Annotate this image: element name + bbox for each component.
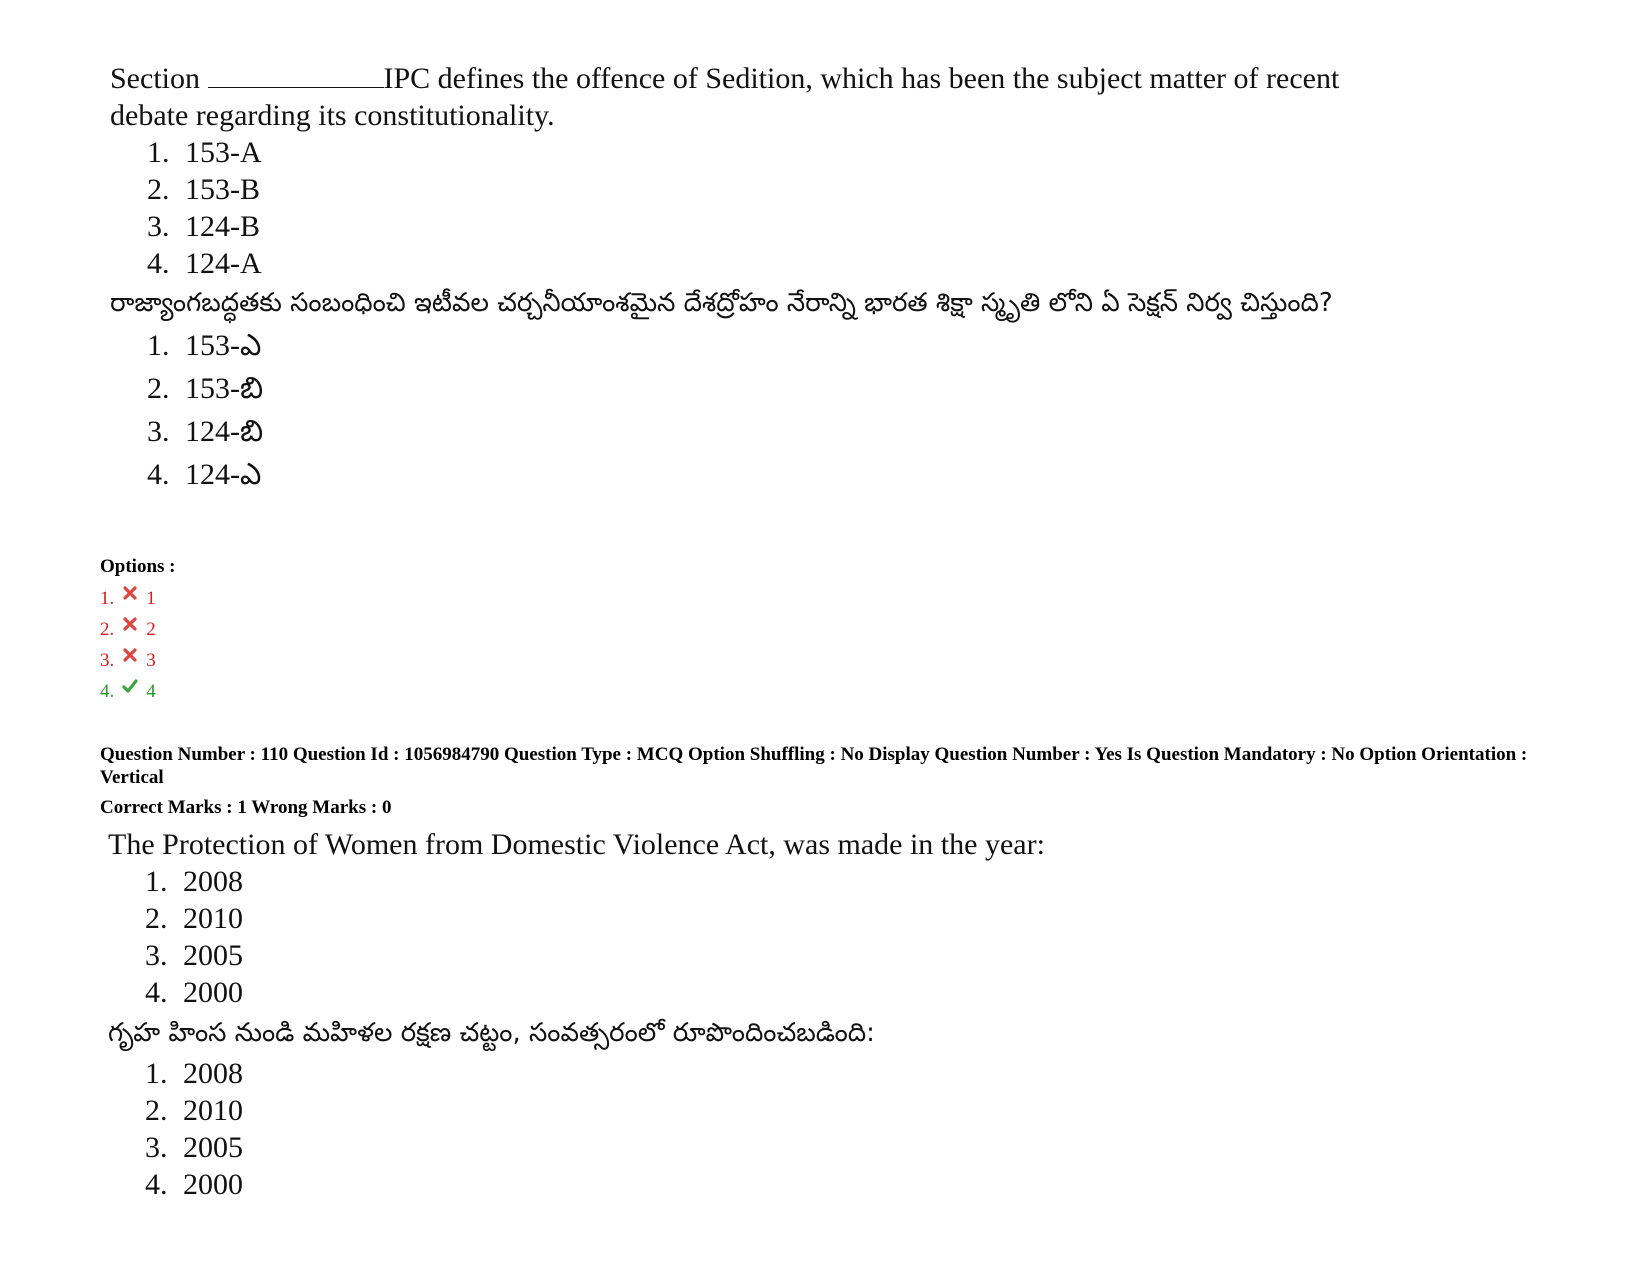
choice-item: 3. 124-B xyxy=(147,210,260,243)
choice-item: 2. 2010 xyxy=(145,1094,243,1127)
question-109-block xyxy=(110,60,1370,496)
choice-item: 4. 2000 xyxy=(145,1168,243,1201)
question-110-meta: Question Number : 110 Question Id : 1056984790 Question Type : MCQ Option Shuffling : No Display Question Number : Yes Is Question Mandatory : No Option Orientation : Vertical xyxy=(100,744,1528,788)
choice-item: 3. 2005 xyxy=(145,939,243,972)
choice-item: 4. 2000 xyxy=(145,976,243,1009)
options-heading: Options : xyxy=(100,556,176,577)
option-item: 4. 4 xyxy=(100,680,156,711)
question-110-telugu: గృహ హింస నుండి మహిళల రక్షణ చట్టం, సంవత్సరంలో రూపొందించబడింది: xyxy=(108,1018,875,1048)
choice-item: 3. 2005 xyxy=(145,1131,243,1164)
question-110-marks: Correct Marks : 1 Wrong Marks : 0 xyxy=(100,797,392,818)
choice-item: 2. 153-B xyxy=(147,173,260,206)
check-icon xyxy=(122,678,138,694)
choice-item: 2. 153-బి xyxy=(147,372,264,405)
choice-item: 2. 2010 xyxy=(145,902,243,935)
options-list xyxy=(100,587,156,711)
choice-item: 1. 153-A xyxy=(147,136,262,169)
choice-item: 1. 2008 xyxy=(145,865,243,898)
choice-item: 3. 124-బి xyxy=(147,415,264,448)
question-text-part: IPC defines the offence of Sedition, which has been the subject matter of recent debate regarding its constitutionality. xyxy=(110,62,1340,132)
question-109-english xyxy=(110,60,1350,134)
choice-item: 4. 124-A xyxy=(147,247,262,280)
cross-icon xyxy=(122,585,138,601)
question-110-block xyxy=(108,826,1368,1203)
question-text-part: Section xyxy=(110,62,200,95)
option-item: 3. 3 xyxy=(100,649,156,680)
choice-item: 1. 153-ఎ xyxy=(147,329,262,362)
option-item: 2. 2 xyxy=(100,618,156,649)
cross-icon xyxy=(122,647,138,663)
fill-in-blank xyxy=(208,65,384,88)
question-109-telugu: రాజ్యాంగబద్ధతకు సంబంధించి ఇటీవల చర్చనీయాంశమైన దేశద్రోహం నేరాన్ని భారత శిక్షా స్మృతి లోని ఏ సెక్షన్ నిర్వ చిస్తుంది? xyxy=(110,288,1333,318)
option-item: 1. 1 xyxy=(100,587,156,618)
question-110-telugu-choices xyxy=(108,1055,1368,1203)
choice-item: 1. 2008 xyxy=(145,1057,243,1090)
cross-icon xyxy=(122,616,138,632)
question-110-english: The Protection of Women from Domestic Violence Act, was made in the year: xyxy=(108,828,1045,861)
question-109-telugu-choices xyxy=(110,324,1370,496)
question-109-english-choices xyxy=(110,134,1370,282)
question-110-english-choices xyxy=(108,863,1368,1011)
choice-item: 4. 124-ఎ xyxy=(147,458,262,491)
